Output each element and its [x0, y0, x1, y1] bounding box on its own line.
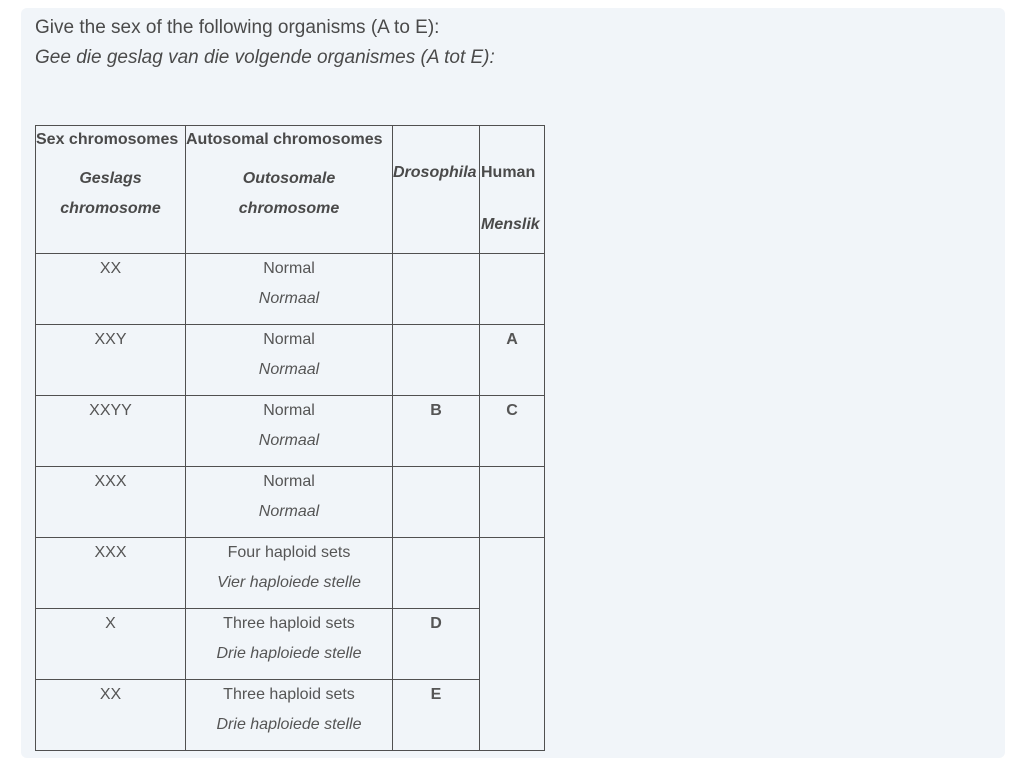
cell-sex-value: XX [99, 260, 122, 277]
header-sex-chromosomes [36, 126, 186, 254]
table-row [36, 396, 545, 467]
header-drosophila-label: Drosophila [393, 164, 477, 181]
cell-auto-en: Three haploid sets [223, 615, 355, 632]
table-row [36, 538, 545, 609]
cell-human [480, 467, 545, 538]
cell-sex [36, 538, 186, 609]
cell-autosomal [186, 538, 393, 609]
cell-drosophila [393, 609, 480, 680]
cell-auto-en: Normal [263, 402, 315, 419]
table-row [36, 680, 545, 751]
table-row [36, 254, 545, 325]
cell-auto-en: Normal [263, 260, 315, 277]
cell-sex-value: XX [99, 686, 122, 703]
cell-autosomal [186, 680, 393, 751]
cell-sex-value: XXYY [89, 402, 132, 419]
cell-auto-af: Vier haploiede stelle [217, 574, 361, 591]
cell-autosomal [186, 609, 393, 680]
cell-drosophila [393, 254, 480, 325]
header-autosomal-af [186, 164, 392, 224]
cell-autosomal [186, 467, 393, 538]
header-auto-af-line2: chromosome [238, 200, 340, 217]
cell-drosophila-value: D [430, 615, 442, 632]
header-sex-af-line1: Geslags [79, 170, 142, 187]
header-autosomal-en: Autosomal chromosomes [186, 131, 383, 148]
cell-auto-af: Normaal [258, 432, 320, 449]
cell-sex-value: XXY [94, 331, 127, 348]
question-text-afrikaans: Gee die geslag van die volgende organismes (A tot E): [35, 47, 495, 68]
cell-human-value: A [506, 331, 518, 348]
cell-drosophila-value: B [430, 402, 442, 419]
cell-drosophila [393, 680, 480, 751]
cell-sex [36, 325, 186, 396]
question-text-english: Give the sex of the following organisms (A to E): [35, 17, 440, 38]
cell-auto-en: Normal [263, 473, 315, 490]
table-header-row [36, 126, 545, 254]
header-human-af: Menslik [481, 216, 540, 233]
cell-drosophila [393, 325, 480, 396]
table-row [36, 325, 545, 396]
cell-auto-af: Drie haploiede stelle [216, 716, 362, 733]
header-human [480, 126, 545, 254]
cell-drosophila-value: E [430, 686, 442, 703]
header-autosomal-chromosomes [186, 126, 393, 254]
cell-sex-value: XXX [94, 544, 127, 561]
cell-sex [36, 680, 186, 751]
cell-sex [36, 467, 186, 538]
header-auto-af-line1: Outosomale [242, 170, 336, 187]
cell-auto-af: Normaal [258, 361, 320, 378]
header-drosophila [393, 126, 480, 254]
cell-drosophila [393, 538, 480, 609]
header-sex-af-line2: chromosome [60, 200, 161, 217]
cell-human [480, 254, 545, 325]
cell-autosomal [186, 325, 393, 396]
cell-sex [36, 609, 186, 680]
cell-auto-en: Four haploid sets [227, 544, 351, 561]
cell-human [480, 396, 545, 467]
cell-human [480, 325, 545, 396]
cell-sex [36, 254, 186, 325]
cell-human-value: C [506, 402, 518, 419]
cell-drosophila [393, 467, 480, 538]
header-sex-chromosomes-en: Sex chromosomes [36, 131, 179, 148]
table-row [36, 609, 545, 680]
header-human-en: Human [481, 164, 536, 181]
cell-sex-value: X [105, 615, 116, 632]
chromosome-table [35, 125, 545, 751]
table-row [36, 467, 545, 538]
cell-auto-en: Three haploid sets [223, 686, 355, 703]
header-sex-chromosomes-af [36, 164, 185, 224]
cell-sex-value: XXX [94, 473, 127, 490]
cell-drosophila [393, 396, 480, 467]
cell-sex [36, 396, 186, 467]
cell-autosomal [186, 396, 393, 467]
cell-autosomal [186, 254, 393, 325]
cell-auto-af: Normaal [258, 290, 320, 307]
cell-human-merged [480, 538, 545, 751]
cell-auto-en: Normal [263, 331, 315, 348]
cell-auto-af: Normaal [258, 503, 320, 520]
cell-auto-af: Drie haploiede stelle [216, 645, 362, 662]
